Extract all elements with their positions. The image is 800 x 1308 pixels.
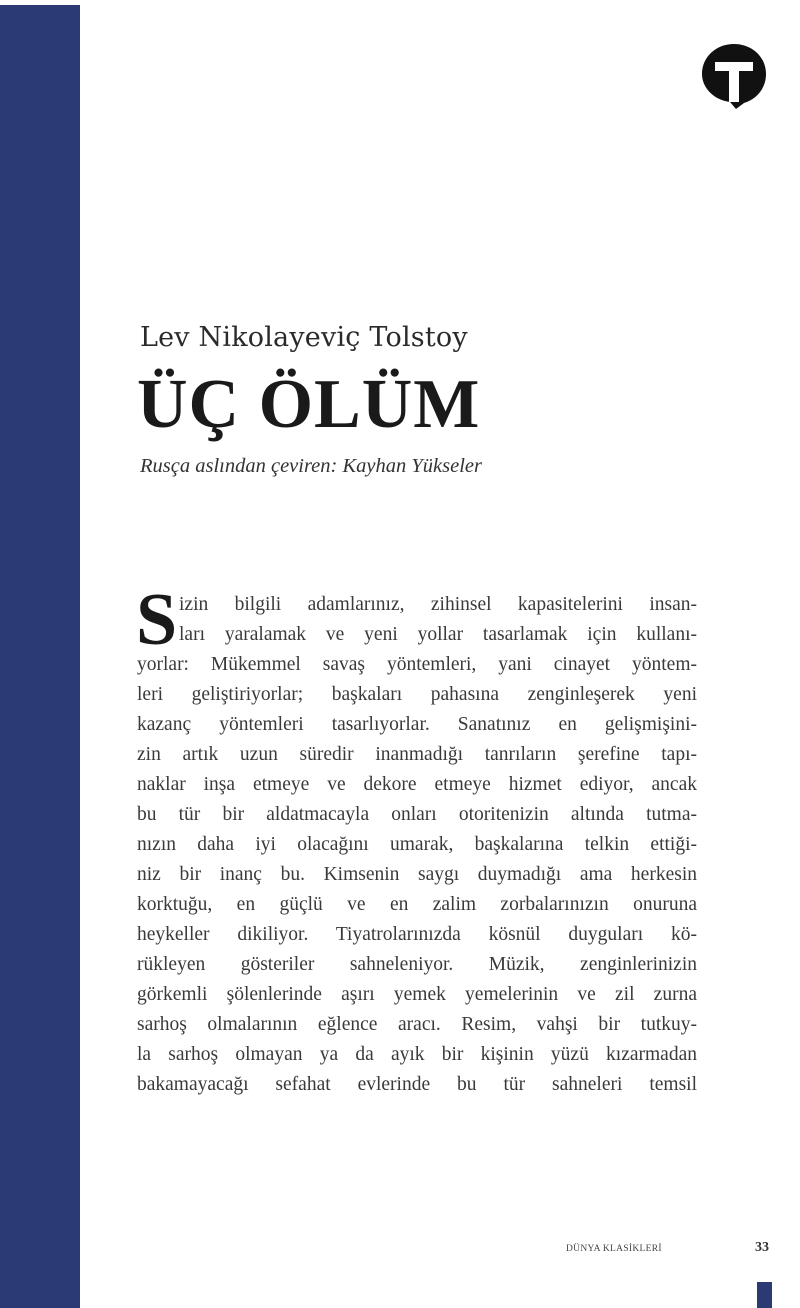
translator-credit: Rusça aslından çeviren: Kayhan Yükseler — [140, 455, 482, 477]
page-number: 33 — [755, 1240, 769, 1255]
text-line: ları yaralamak ve yeni yollar tasarlamak için kullanı- — [179, 624, 697, 645]
text-line: bu tür bir aldatmacayla onları otoritenizin altında tutma- — [137, 804, 697, 825]
text-line: sarhoş olmalarının eğlence aracı. Resim, vahşi bir tutkuy- — [137, 1014, 697, 1035]
text-line: rükleyen gösteriler sahneleniyor. Müzik, zenginlerinizin — [137, 954, 697, 975]
drop-cap: S — [136, 579, 178, 661]
text-line: la sarhoş olmayan ya da ayık bir kişinin yüzü kızarmadan — [137, 1044, 697, 1065]
text-line: yorlar: Mükemmel savaş yöntemleri, yani cinayet yöntem- — [137, 654, 697, 675]
text-line: görkemli şölenlerinde aşırı yemek yemelerinin ve zil zurna — [137, 984, 697, 1005]
page-edge-tab — [757, 1282, 772, 1308]
side-color-band — [0, 5, 80, 1308]
text-line: leri geliştiriyorlar; başkaları pahasına zenginleşerek yeni — [137, 684, 697, 705]
series-name: DÜNYA KLASİKLERİ — [566, 1244, 662, 1254]
text-line: kazanç yöntemleri tasarlıyorlar. Sanatınız en gelişmişini- — [137, 714, 697, 735]
text-line: heykeller dikiliyor. Tiyatrolarınızda kösnül duyguları kö- — [137, 924, 697, 945]
text-line: korktuğu, en güçlü ve en zalim zorbalarınızın onuruna — [137, 894, 697, 915]
publisher-t-logo-icon — [700, 42, 768, 110]
text-line: niz bir inanç bu. Kimsenin saygı duymadığı ama herkesin — [137, 864, 697, 885]
author-name: Lev Nikolayeviç Tolstoy — [140, 322, 468, 353]
chapter-title: ÜÇ ÖLÜM — [137, 366, 481, 443]
text-line: naklar inşa etmeye ve dekore etmeye hizmet ediyor, ancak — [137, 774, 697, 795]
text-line: bakamayacağı sefahat evlerinde bu tür sahneleri temsil — [137, 1074, 697, 1095]
text-line: zin artık uzun süredir inanmadığı tanrıların şerefine tapı- — [137, 744, 697, 765]
body-text — [136, 579, 697, 1100]
text-line: nızın daha iyi olacağını umarak, başkalarına telkin ettiği- — [137, 834, 697, 855]
text-line: izin bilgili adamlarınız, zihinsel kapasitelerini insan- — [179, 594, 697, 615]
